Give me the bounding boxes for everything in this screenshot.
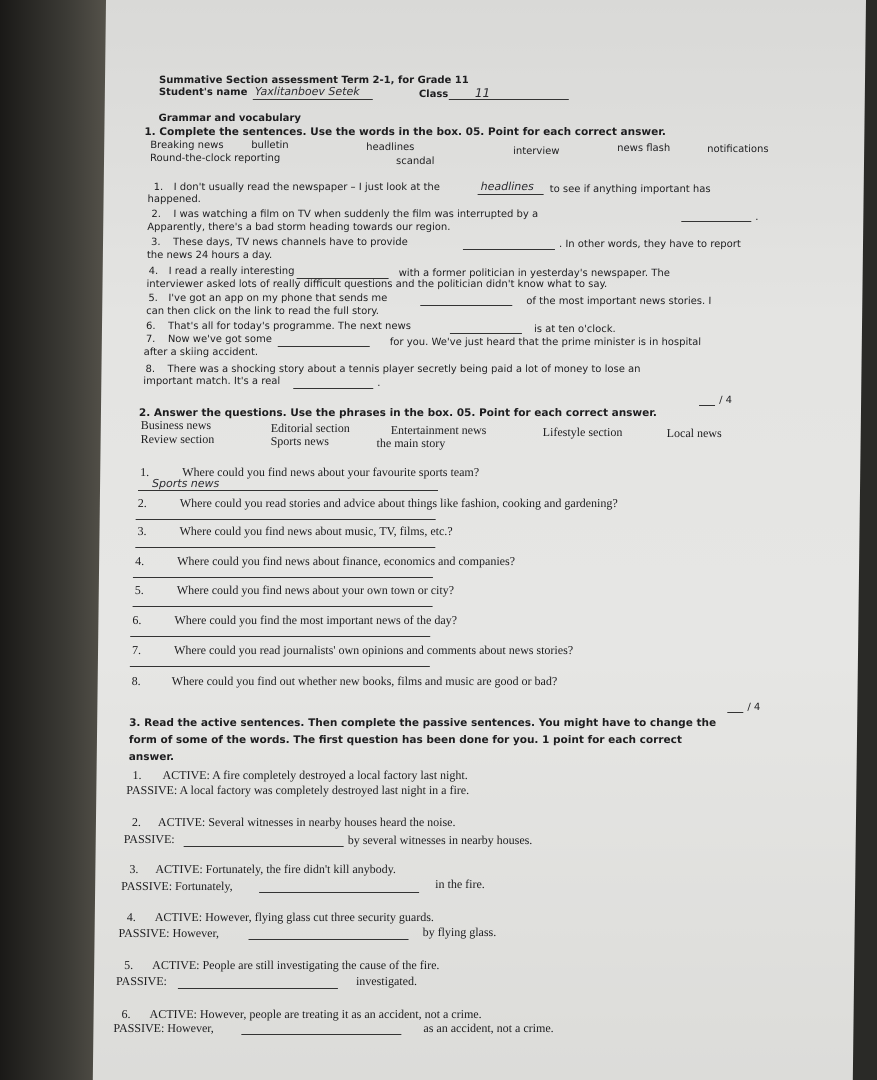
- p3-item4-passive-label: PASSIVE: However,: [118, 926, 220, 940]
- box-phrase: Editorial section: [270, 421, 350, 435]
- box-word: notifications: [707, 144, 769, 155]
- class-label: Class: [418, 89, 449, 100]
- p2-answer2-blank[interactable]: [136, 519, 436, 520]
- box-phrase: Local news: [666, 426, 722, 440]
- p3-item6-blank[interactable]: [241, 1034, 401, 1035]
- p1-item6-blank[interactable]: [450, 333, 522, 334]
- part2-instruction: 2. Answer the questions. Use the phrases in the box. 05. Point for each correct answer.: [138, 407, 658, 419]
- p2-answer1[interactable]: Sports news: [152, 477, 220, 490]
- box-word: bulletin: [251, 140, 289, 151]
- p3-item4-active: ACTIVE: However, flying glass cut three security guards.: [154, 910, 435, 924]
- p1-item8-text: There was a shocking story about a tennis player secretly being paid a lot of money to lose an: [167, 364, 641, 375]
- p3-item5-blank[interactable]: [178, 988, 338, 989]
- p2-answer4-blank[interactable]: [133, 577, 433, 578]
- p3-item5-active: ACTIVE: People are still investigating the cause of the fire.: [152, 958, 440, 972]
- p2-question8: Where could you find out whether new books, films and music are good or bad?: [171, 674, 558, 688]
- background-left: [0, 0, 110, 1080]
- section-title: Grammar and vocabulary: [158, 113, 301, 124]
- box-phrase: Entertainment news: [390, 423, 487, 437]
- p3-item2-passive-label: PASSIVE:: [123, 832, 175, 846]
- worksheet-page: Summative Section assessment Term 2-1, for Grade 11 Student's name Yaxlitanboev Setek Class 11 Grammar and vocabulary 1. Complete the sentences. Use the words in the box. 05. Point for each correct answer. Breaking news bulletin headlines interview news flash notifications Round-the-clock reporting scandal 1. I don't usually read the newspaper – I just look at the headlines to see if anything important has happened. 2. I was watching a film on TV when suddenly the film was interrupted by a . Apparently, there's a bad storm heading towards our region. 3. These days, TV news channels have to provide . In other words, they have to report the news 24 hours a day. 4. I read a really interesting with a former politician in yesterday's newspaper. The interviewer asked lots of really difficult questions and the politician didn't know what to say. 5. I've got an app on my phone that sends me of the most important news stories. I can then click on the link to read the full story. 6. That's all for today's programme. The next news is at ten o'clock. 7. Now we've got some for you. We've just heard that the prime minister is in hospital after a skiing accident. 8. There was a shocking story about a tennis player secretly being paid a lot of money to lose an important match. It's a real . / 4 2. Answer the questions. Use the phrases in the box. 05. Point for each correct answer. Business news Editorial section Entertainment news Lifestyle section Local news Review section Sports news the main story 1. Where could you find news about your favourite sports team? Sports news 2. Where could you read stories and advice about things like fashion, cooking and gardening? 3. Where could you find news about music, TV, films, etc.? 4. Where could you find news about finance, economics and companies? 5. Where could you find news about your own town or city? 6. Where could you find the most important news of the day? 7. Where could you read journalists' own opinions and comments about news stories? 8. Where could you find out whether new books, films and music are good or bad? / 4 3. Read the active sentences. Then complete the passive sentences. You might have to change the form of some of the words. The first question has been done for you. 1 point for each correct answer. 1. ACTIVE: A fire completely destroyed a local factory last night. PASSIVE: A local factory was completely destroyed last night in a fire. 2. ACTIVE: Several witnesses in nearby houses heard the noise. PASSIVE: by several witnesses in nearby houses. 3. ACTIVE: Fortunately, the fire didn't kill anybody. PASSIVE: Fortunately, in the fire. 4. ACTIVE: However, flying glass cut three security guards. PASSIVE: However, by flying glass. 5. ACTIVE: People are still investigating the cause of the fire. PASSIVE: investigated. 6. ACTIVE: However, people are treating it as an accident, not a crime. PASSIVE: However, as an accident, not a crime.: [93, 0, 866, 1080]
- p2-answer5-blank[interactable]: [133, 606, 433, 607]
- part3-instruction-line2: form of some of the words. The first question has been done for you. 1 point for each correct: [128, 734, 682, 746]
- p3-item2-active: ACTIVE: Several witnesses in nearby houses heard the noise.: [157, 815, 456, 829]
- p3-item1-active: ACTIVE: A fire completely destroyed a local factory last night.: [162, 768, 468, 782]
- part1-score: / 4: [719, 395, 733, 406]
- p2-answer6-blank[interactable]: [130, 636, 430, 637]
- p1-item7-text: Now we've got some: [167, 334, 272, 345]
- box-word: Breaking news: [150, 140, 224, 151]
- box-word: headlines: [366, 142, 415, 153]
- box-phrase: Review section: [140, 432, 215, 446]
- p1-item7-blank[interactable]: [278, 346, 370, 347]
- box-phrase: Business news: [140, 418, 212, 432]
- box-phrase: Sports news: [270, 434, 330, 448]
- p1-item3-text: These days, TV news channels have to provide: [172, 237, 408, 248]
- p2-question5: Where could you find news about your own town or city?: [176, 583, 455, 597]
- p1-item1-answer[interactable]: headlines: [480, 180, 534, 193]
- worksheet-title: Summative Section assessment Term 2-1, for Grade 11: [158, 75, 469, 86]
- student-name-value[interactable]: Yaxlitanboev Setek: [254, 85, 360, 98]
- box-word: scandal: [395, 156, 435, 167]
- class-value[interactable]: 11: [474, 86, 491, 100]
- p3-item3-passive-label: PASSIVE: Fortunately,: [121, 879, 233, 893]
- p1-item6-text: That's all for today's programme. The next news: [167, 321, 411, 332]
- part3-instruction-line3: answer.: [128, 751, 175, 763]
- p1-item2-text: I was watching a film on TV when suddenly the film was interrupted by a: [173, 209, 539, 220]
- p3-item6-passive-label: PASSIVE: However,: [113, 1021, 214, 1035]
- p2-question6: Where could you find the most important news of the day?: [174, 613, 458, 627]
- p2-answer3-blank[interactable]: [135, 547, 435, 548]
- p2-question3: Where could you find news about music, TV, films, etc.?: [179, 524, 453, 538]
- p2-question2: Where could you read stories and advice about things like fashion, cooking and gardening?: [179, 496, 618, 510]
- student-name-label: Student's name: [158, 87, 248, 98]
- p1-item5-text: I've got an app on my phone that sends me: [168, 293, 388, 304]
- p2-question1: Where could you find news about your favourite sports team?: [182, 465, 480, 479]
- p3-item4-blank[interactable]: [249, 939, 409, 940]
- p3-item3-active: ACTIVE: Fortunately, the fire didn't kill anybody.: [155, 862, 397, 876]
- p1-item8-blank[interactable]: [293, 388, 373, 389]
- p3-item3-blank[interactable]: [259, 892, 419, 893]
- part1-instruction: 1. Complete the sentences. Use the words in the box. 05. Point for each correct answer.: [144, 126, 666, 138]
- box-phrase: Lifestyle section: [542, 425, 623, 439]
- p2-question7: Where could you read journalists' own opinions and comments about news stories?: [173, 643, 574, 657]
- p3-item6-active: ACTIVE: However, people are treating it as an accident, not a crime.: [149, 1007, 482, 1021]
- box-word: Round-the-clock reporting: [149, 153, 281, 164]
- p3-item5-passive-label: PASSIVE:: [115, 974, 168, 988]
- box-phrase: the main story: [376, 436, 446, 450]
- p1-item2-blank[interactable]: [681, 221, 751, 222]
- p1-item1-text: I don't usually read the newspaper – I just look at the: [173, 182, 441, 193]
- p3-item1-passive: PASSIVE: A local factory was completely destroyed last night in a fire.: [126, 783, 470, 797]
- part2-score: / 4: [747, 702, 761, 713]
- p1-item4-text: I read a really interesting: [168, 266, 295, 277]
- box-word: interview: [513, 146, 560, 157]
- p3-item2-blank[interactable]: [184, 846, 344, 847]
- p2-answer7-blank[interactable]: [130, 666, 430, 667]
- p1-item3-blank[interactable]: [463, 249, 555, 250]
- p1-item5-blank[interactable]: [420, 305, 512, 306]
- part3-instruction-line1: 3. Read the active sentences. Then complete the passive sentences. You might have to change the: [129, 717, 717, 729]
- box-word: news flash: [617, 143, 671, 154]
- p2-question4: Where could you find news about finance, economics and companies?: [177, 554, 516, 568]
